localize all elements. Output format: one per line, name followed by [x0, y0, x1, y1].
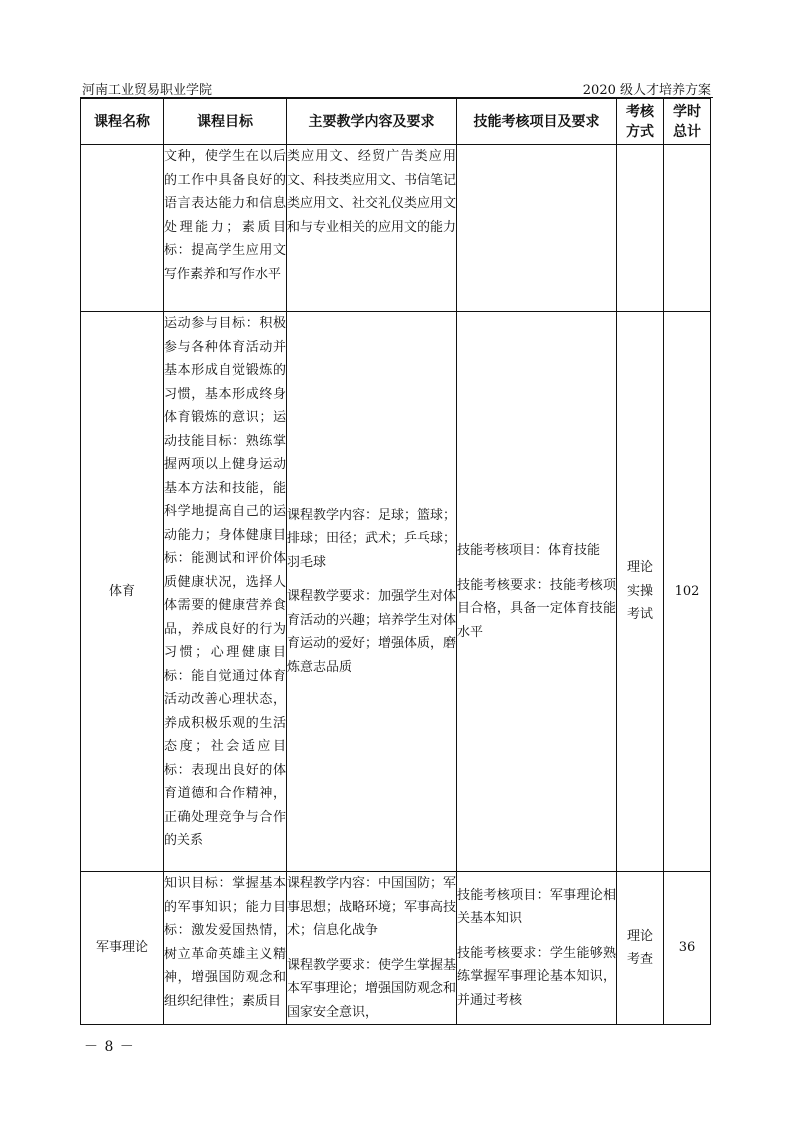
course-name-cell: 军事理论 [81, 872, 164, 1025]
teaching-content-text: 课程教学内容：中国国防；军事思想；战略环境；军事高技术；信息化战争 [287, 876, 457, 938]
col-header-total-hours: 学时总计 [664, 99, 711, 145]
skill-requirement-text: 技能考核要求：学生能够熟练掌握军事理论基本知识，并通过考核 [457, 945, 616, 1008]
skill-item-text: 技能考核项目：军事理论相关基本知识 [457, 887, 616, 927]
total-hours-cell: 102 [664, 312, 711, 872]
total-hours-cell [664, 145, 711, 312]
table-row [81, 145, 711, 312]
header-document-title: 2020 级人才培养方案 [582, 83, 711, 98]
exam-method-text: 理论考查 [626, 928, 653, 967]
exam-method-cell [617, 145, 664, 312]
course-goal-cell: 文种，使学生在以后的工作中具备良好的语言表达能力和信息处理能力；素质目标：提高学生应用文写作素养和写作水平 [164, 145, 287, 312]
course-table [80, 98, 711, 1025]
col-header-skill-assessment: 技能考核项目及要求 [457, 99, 617, 145]
skill-assessment-cell [457, 312, 617, 872]
total-hours-cell: 36 [664, 872, 711, 1025]
table-row [81, 312, 711, 872]
teaching-content-cell [287, 145, 457, 312]
col-header-teaching-content: 主要教学内容及要求 [287, 99, 457, 145]
header-school-name: 河南工业贸易职业学院 [82, 83, 213, 98]
course-name-cell [81, 145, 164, 312]
exam-method-text: 理论实操考试 [626, 560, 653, 623]
exam-method-cell [617, 872, 664, 1025]
teaching-content-text: 课程教学内容：足球；篮球；排球；田径；武术；乒乓球；羽毛球 [287, 507, 457, 570]
skill-requirement-text: 技能考核要求：技能考核项目合格，具备一定体育技能水平 [457, 577, 616, 640]
course-name-cell: 体育 [81, 312, 164, 872]
skill-assessment-cell [457, 145, 617, 312]
col-header-exam-method: 考核方式 [617, 99, 664, 145]
table-row [81, 872, 711, 1025]
table-header-row [81, 99, 711, 145]
teaching-requirement-text: 课程教学要求：加强学生对体育活动的兴趣；培养学生对体育运动的爱好；增强体质，磨炼意志品质 [287, 589, 457, 675]
course-goal-cell: 运动参与目标：积极参与各种体育活动并基本形成自觉锻炼的习惯，基本形成终身体育锻炼的意识；运动技能目标：熟练掌握两项以上健身运动基本方法和技能，能科学地提高自己的运动能力；身体健康目标：能测试和评价体质健康状况，选择人体需要的健康营养食品，养成良好的行为习惯；心理健康目标：能自觉通过体育活动改善心理状态，养成积极乐观的生活态度；社会适应目标：表现出良好的体育道德和合作精神，正确处理竞争与合作的关系 [164, 312, 287, 872]
course-goal-cell: 知识目标：掌握基本的军事知识；能力目标：激发爱国热情，树立革命英雄主义精神，增强国防观念和组织纪律性；素质目 [164, 872, 287, 1025]
skill-assessment-cell [457, 872, 617, 1025]
teaching-content-text: 类应用文、经贸广告类应用文、科技类应用文、书信笔记类应用文、社交礼仪类应用文和与专业相关的应用文的能力 [287, 149, 457, 235]
col-header-course-name: 课程名称 [81, 99, 164, 145]
teaching-content-cell [287, 872, 457, 1025]
page-number: － 8 － [84, 1039, 135, 1055]
exam-method-cell [617, 312, 664, 872]
col-header-course-goal: 课程目标 [164, 99, 287, 145]
teaching-content-cell [287, 312, 457, 872]
skill-item-text: 技能考核项目：体育技能 [457, 543, 601, 558]
teaching-requirement-text: 课程教学要求：使学生掌握基本军事理论；增强国防观念和国家安全意识， [287, 957, 457, 1020]
